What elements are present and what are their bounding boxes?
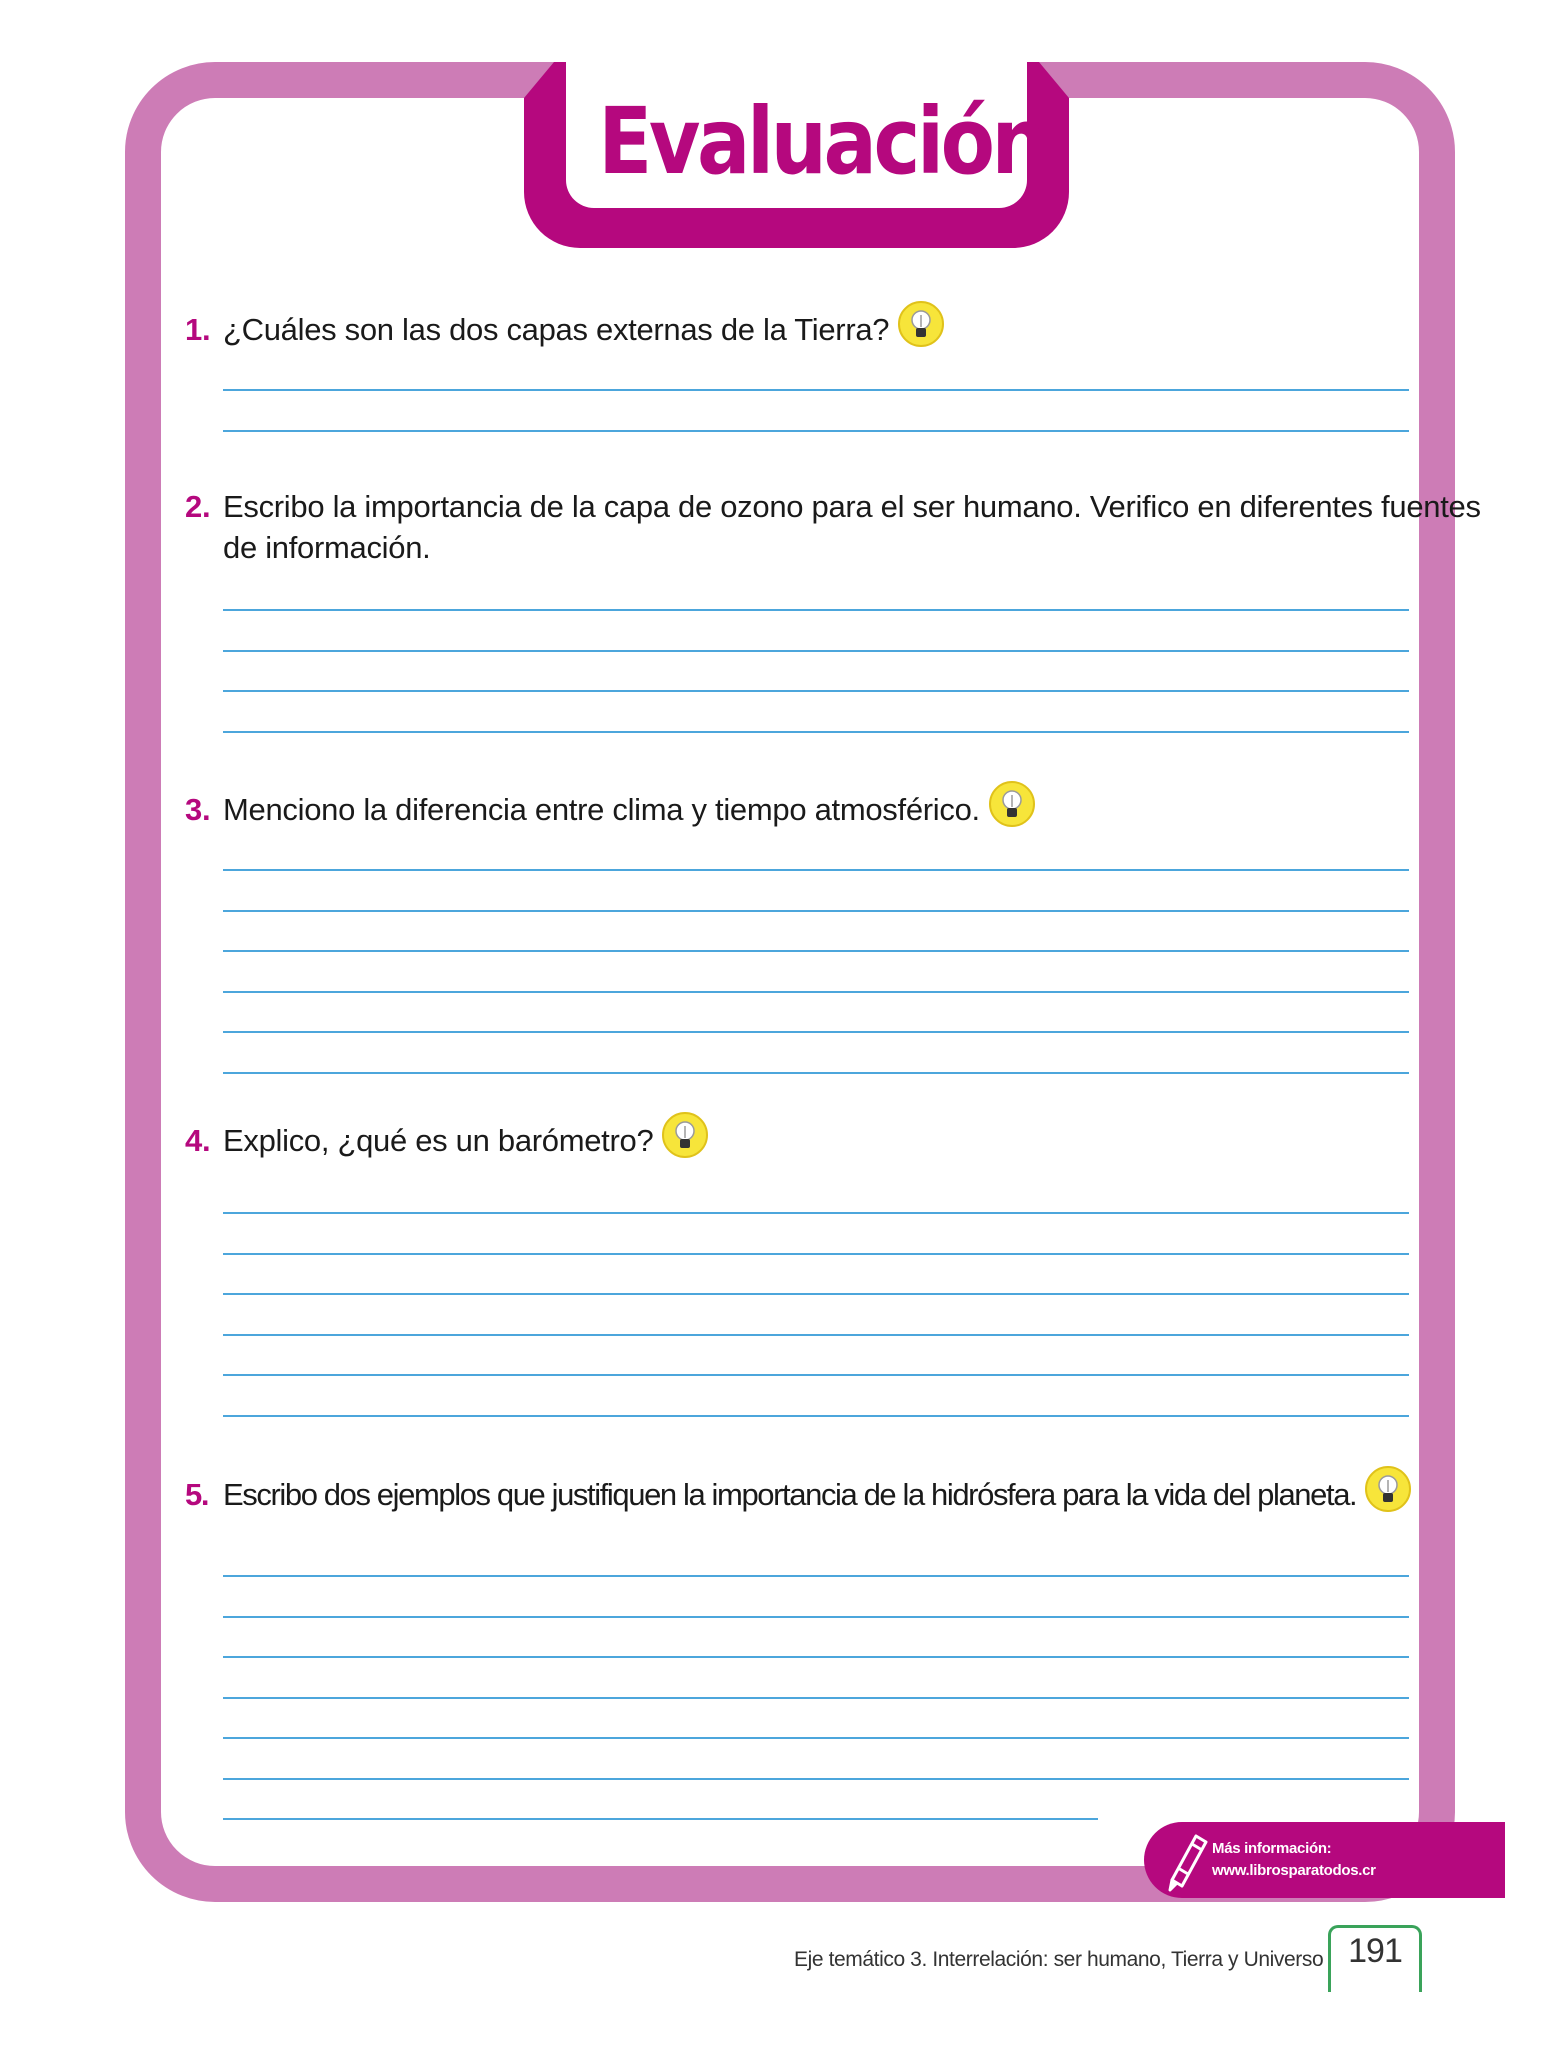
more-info-link[interactable]: www.librosparatodos.cr [1212,1862,1376,1879]
page-number: 191 [1348,1932,1402,1970]
answer-line[interactable] [223,731,1409,733]
answer-line[interactable] [223,1293,1409,1295]
answer-line[interactable] [223,1212,1409,1214]
answer-line[interactable] [223,1697,1409,1699]
answer-line[interactable] [223,1374,1409,1376]
question-text: Escribo dos ejemplos que justifiquen la importancia de la hidrósfera para la vida del planeta. [223,1477,1357,1513]
answer-line[interactable] [223,1616,1409,1618]
page-title: Evaluación [598,88,1045,195]
lightbulb-icon [988,780,1036,828]
question-text: de información. [223,530,431,565]
answer-line[interactable] [223,950,1409,952]
answer-line[interactable] [223,991,1409,993]
question-text: Explico, ¿qué es un barómetro? [223,1123,654,1159]
answer-line[interactable] [223,650,1409,652]
question-4 [185,1119,709,1167]
answer-line[interactable] [223,1778,1409,1780]
answer-line[interactable] [223,609,1409,611]
question-2 [185,486,1481,528]
question-number: 2. [185,489,211,524]
lightbulb-icon [661,1111,709,1159]
question-2-continued [223,527,430,569]
lightbulb-icon [1364,1465,1412,1513]
answer-line[interactable] [223,1737,1409,1739]
answer-line[interactable] [223,869,1409,871]
question-1 [185,308,945,356]
answer-line[interactable] [223,1818,1098,1820]
answer-line[interactable] [223,1031,1409,1033]
answer-line[interactable] [223,910,1409,912]
lightbulb-icon [897,300,945,348]
question-number: 3. [185,792,211,828]
question-text: Menciono la diferencia entre clima y tiempo atmosférico. [223,792,980,828]
question-5 [185,1473,1412,1521]
answer-line[interactable] [223,430,1409,432]
pencil-icon [1162,1826,1212,1894]
question-number: 5. [185,1477,209,1513]
answer-line[interactable] [223,1415,1409,1417]
answer-line[interactable] [223,1072,1409,1074]
answer-line[interactable] [223,1334,1409,1336]
more-info-label: Más información: [1212,1840,1332,1857]
answer-line[interactable] [223,1253,1409,1255]
question-3 [185,788,1036,836]
question-text: Escribo la importancia de la capa de ozono para el ser humano. Verifico en diferentes fuentes [223,489,1481,524]
title-tab-corner-left [524,62,554,98]
answer-line[interactable] [223,690,1409,692]
question-text: ¿Cuáles son las dos capas externas de la Tierra? [223,312,890,348]
answer-line[interactable] [223,1656,1409,1658]
answer-line[interactable] [223,1575,1409,1577]
question-number: 4. [185,1123,211,1159]
footer-axis-text: Eje temático 3. Interrelación: ser humano, Tierra y Universo [794,1948,1324,1971]
answer-line[interactable] [223,389,1409,391]
question-number: 1. [185,312,211,348]
